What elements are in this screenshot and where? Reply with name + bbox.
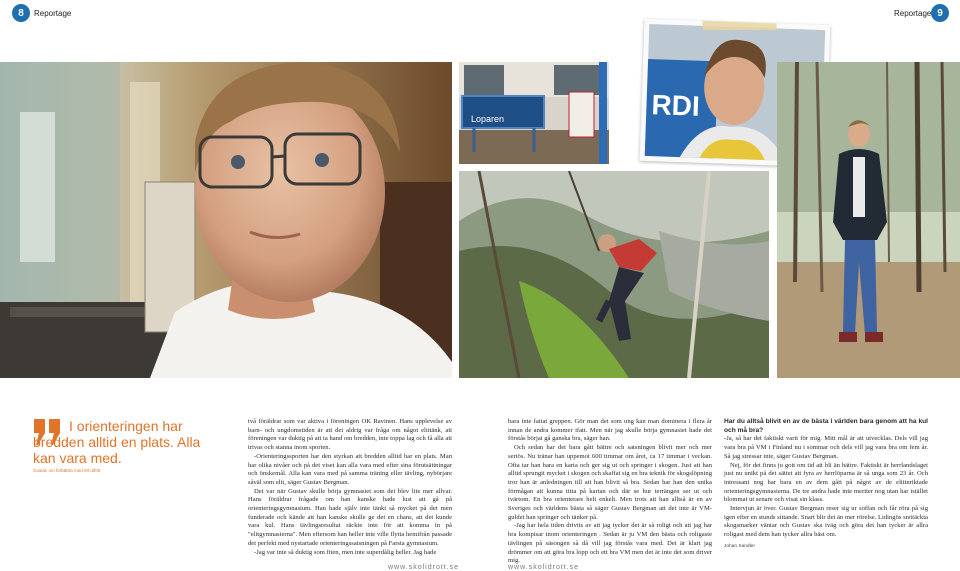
paragraph: -Orienteringssporten har den styrkan att bredden alltid har en plats. Man har olika nivåer och på det viset kan alla vara med efter sina förutsättningar och önskemål. Alla kan vara med på samma träning eller tävling, nybörjare såväl som elit, säger Gustav Bergman. [248, 452, 452, 486]
forest-climbing-photo [459, 171, 769, 378]
footer-url-right: www.skolidrott.se [508, 564, 580, 571]
article-column-2 [508, 418, 712, 566]
pull-quote: I orienteringen har bredden alltid en plats. Alla kan vara med. [33, 418, 201, 466]
paragraph: Nej, för det finns ju gott om tid att bli än bättre. Faktiskt är herrlandslaget just nu unikt på det sättet att fyra av herrlöparna är så unga som 23 år. Och intressant nog har bara en av dem gått på något av de elitinriktade orienteringsgymnasierna. De tre andra hade inte meriter nog utan har istället blommat ut senare och visat sin klass. [724, 461, 928, 504]
section-label-left: Reportage [34, 9, 72, 18]
footer-url-left: www.skolidrott.se [388, 564, 460, 571]
paragraph: -Ja, så har det faktiskt varit för mig. Mitt mål är att utvecklas. Dels vill jag vara bra på VM i Finland nu i sommar och dels vill jag vara bra om fem år. Så jag stressar inte, säger Gustav Bergman. [724, 435, 928, 460]
paragraph: -Jag var inte så duktig som fiten, men inte superdålig heller. Jag hade [254, 548, 437, 556]
paragraph: två föräldrar som var aktiva i föreningen OK Ravinen. Hans upplevelse av barn- och ungdomstiden är att det aldrig var fråga om något elittänk, att föreningen var duktig på att ta hand om bredden, inte toppa lag och få alla att trivas och stanna inom sporten. [248, 418, 452, 452]
paragraph: bara inte fattat greppen. Gör man det som ung kan man dominera i flera år innan de andra kommer ifatt. Men när jag skulle börja gymnasiet hade det förstås börjat gå ganska bra, säger han. [508, 418, 712, 443]
page-number-badge-left: 8 [12, 4, 30, 22]
sign-text: Loparen [471, 114, 505, 124]
paragraph: -Jag har hela tiden drivits av att jag tycker det är så roligt och att jag har bra kompisar inom orienteringen . Sedan är ju VM den bästa och roligaste tävlingen på säsongen så då vill jag förstås vara med. Det är klart jag drömmer om att göra bra lopp och ett bra VM men det är inte det som driver mig. [508, 522, 712, 565]
section-label-right: Reportage [894, 9, 932, 18]
school-sign-photo [459, 62, 609, 164]
tape-strip [703, 19, 777, 30]
paragraph: Och sedan har det bara gått bättre och satsningen blivit mer och mer seriös. Nu tränar han uppemot 600 timmar om året, ca 17 timmar i veckan. Ofta tar han bara en karta och ger sig ut och springer i skogen. Just att han alltid sprungit mycket i skogen och skaffat sig en bra teknik för skogslöpning tror han är anledningen till att han blivit så bra. Sedan har han den unika förmågan att kunna titta på kartan och där se hur terrängen ser ut och tvärtom. En bra orienterare helt enkelt. Men trots att han alltså är en av Sveriges och världens bästa så säger Gustav Bergman att det inte är VM-guldet han springer och tänker på. [508, 444, 712, 521]
page-number-badge-right: 9 [931, 4, 949, 22]
article-column-1 [248, 418, 452, 557]
paragraph: Det var när Gustav skulle börja gymnasiet som det blev lite mer allvar. Hans föräldrar frågade om han kanske hade lust att gå på orienteringsgymnasium. Han hade själv inte tänkt så mycket på det men funderade och kände att han kanske skulle ge det en chans, att det kunde vara kul. Hans tävlingsresultat räckte inte för att komma in på "elitgymnasierna". Men eftersom han heller inte ville flytta hemifrån passade det perfekt med nystartade orienteringssatsningen på Farsta gymnasium. [248, 487, 452, 547]
pull-quote-credit: Gustav om förbättra med ett utfört [33, 468, 101, 473]
portrait-photo-glasses [0, 62, 452, 378]
article-column-3 [724, 418, 928, 552]
svg-text:RDI: RDI [651, 89, 701, 122]
paragraph: Intervjun är över. Gustav Bergman reser sig ur soffan och får röra på sig igen efter en stunds sittande. Snart blir det än mer rörelse. Lidingös snötäckta skogsmarker väntar och Gustav ska iväg och göra det han tycker är allra roligast med dem han tycker allra bäst om. [724, 505, 928, 539]
byline: Johan Sandler [724, 543, 755, 549]
interview-question: Har du alltså blivit en av de bästa i världen bara genom att ha kul och må bra? [724, 418, 928, 434]
standing-runner-photo [777, 62, 960, 378]
